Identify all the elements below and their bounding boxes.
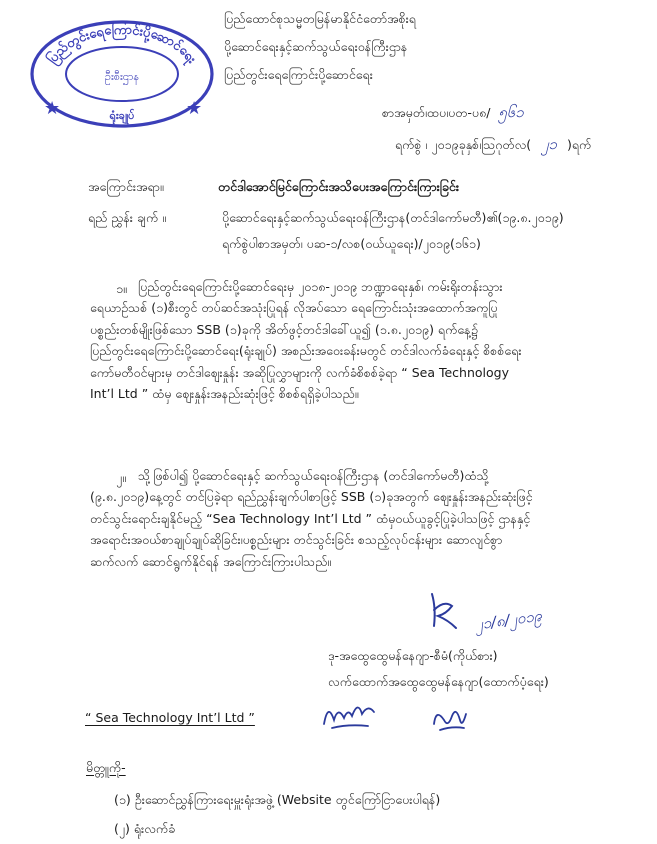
subject-text: တင်ဒါအောင်မြင်ကြောင်းအသိပေးအကြောင်းကြားခြင်း (218, 179, 460, 194)
recipient-name: “ Sea Technology Int’l Ltd ” (85, 710, 255, 725)
header-government: ပြည်ထောင်စုသမ္မတမြန်မာနိုင်ငံတော်အစိုးရ (224, 11, 416, 26)
seal-star-icon: ★ (186, 98, 203, 119)
signature-mark (318, 694, 380, 734)
copy-to-item: (၂) ရုံးလက်ခံ (114, 821, 176, 836)
copy-to-item: (၁) ဦးဆောင်ညွှန်ကြားရေးမှူးရုံးအဖွဲ့ (Website တွင်ကြော်ငြာပေးပါရန်) (114, 792, 441, 807)
paragraph-1-line: Int’l Ltd ” ထံမှ ဈေးနှုန်းအနည်းဆုံးဖြင့် စိစစ်ရရှိခဲ့ပါသည်။ (90, 386, 359, 402)
paragraph-2-number: ၂။ (116, 470, 126, 485)
letter-number-prefix: စာအမှတ်၊ထပ၊ပတ-ပ၈/ (382, 105, 491, 120)
reference-line-1: ပို့ဆောင်ရေးနှင့်ဆက်သွယ်ရေးဝန်ကြီးဌာန(တင်ဒါကော်မတီ)၏(၁၉.၈.၂၀၁၉) (222, 210, 564, 225)
seal-bottom-text: ရုံးချုပ် (109, 109, 135, 122)
reference-line-2: ရက်စွဲပါစာအမှတ်၊ ပဆ-၁/လစ(ဝယ်ယူရေး)/၂၀၁၉(၁၆၁) (222, 236, 481, 251)
copy-to-label: မိတ္တူကို- (86, 760, 126, 775)
letter-number-handwritten: ၅၆၁ (498, 103, 524, 121)
paragraph-1 (90, 276, 650, 404)
signature-mark (428, 702, 470, 734)
handwritten-initial (424, 590, 464, 632)
paragraph-2-line: ဆက်လက် ဆောင်ရွက်နိုင်ရန် အကြောင်းကြားပါသည်။ (90, 553, 332, 569)
paragraph-1-line: ရေယာဉ်သစ် (၁)စီးတွင် တပ်ဆင်အသုံးပြုရန် လိုအပ်သော ရေကြောင်းသုံးအထောက်အကူပြု (90, 300, 498, 316)
letter-number (382, 104, 524, 121)
paragraph-2 (90, 465, 650, 572)
official-seal (28, 18, 216, 128)
paragraph-2-line: သို့ဖြစ်ပါ၍ ပို့ဆောင်ရေးနှင့် ဆက်သွယ်ရေးဝန်ကြီးဌာန (တင်ဒါကော်မတီ)ထံသို့ (138, 468, 489, 483)
letter-date (395, 136, 591, 153)
paragraph-1-line: ပြည်တွင်းရေကြောင်းပို့ဆောင်ရေးမှ ၂၀၁၈-၂၀၁၉ ဘဏ္ဍာရေးနှစ်၊ ကမ်းရိုးတန်းသွား (138, 279, 503, 294)
paragraph-1-line: ပစ္စည်းတစ်မျိုးဖြစ်သော SSB (၁)ခုကို အိတ်ဖွင့်တင်ဒါခေါ်ယူ၍ (၁.၈.၂၀၁၉) ရက်နေ့၌ (90, 321, 479, 337)
paragraph-2-line: အရောင်းအဝယ်စာချုပ်ချုပ်ဆိုခြင်း၊ပစ္စည်းများ တင်သွင်းခြင်း စသည့်လုပ်ငန်းများ ဆောလျင်စွာ (90, 532, 503, 548)
letter-date-suffix: )ရက် (566, 137, 592, 152)
subject-label: အကြောင်းအရာ။ (88, 179, 164, 194)
header-ministry: ပို့ဆောင်ရေးနှင့်ဆက်သွယ်ရေးဝန်ကြီးဌာန (224, 39, 408, 54)
seal-ring-text: ပြည်တွင်းရေကြောင်းပို့ဆောင်ရေး (45, 22, 199, 67)
seal-star-icon: ★ (44, 98, 61, 119)
signature-title-1: ဒု-အထွေထွေမန်နေဂျာ-စီမံ(ကိုယ်စား) (328, 648, 498, 663)
letter-date-prefix: ရက်စွဲ ၊ ၂၀၁၉ခုနှစ်၊ဩဂုတ်လ( (395, 137, 532, 152)
header-department: ပြည်တွင်းရေကြောင်းပို့ဆောင်ရေး (224, 67, 373, 82)
seal-center-text: ဦးစီးဌာန (104, 70, 140, 83)
reference-label: ရည် ညွှန်း ချက် ။ (88, 210, 166, 225)
paragraph-1-number: ၁။ (116, 281, 127, 296)
paragraph-2-line: တင်သွင်းရောင်းချနိုင်မည့် “Sea Technology Int’l Ltd ” ထံမှဝယ်ယူခွင့်ပြုခဲ့ပါသဖြင့် ဌာနနှင့် (90, 510, 531, 526)
paragraph-1-line: ပြည်တွင်းရေကြောင်းပို့ဆောင်ရေး(ရုံးချုပ်) အစည်းအဝေးခန်းမတွင် တင်ဒါလက်ခံရေးနှင့် စိစစ်ရေး (90, 343, 522, 359)
signature-handwritten-date: ၂၁/၈/၂၀၁၉ (474, 606, 544, 634)
letter-date-day: ၂၁ (541, 135, 557, 153)
paragraph-2-line: (၉.၈.၂၀၁၉)နေ့တွင် တင်ပြခဲ့ရာ ရည်ညွှန်းချက်ပါစာဖြင့် SSB (၁)ခုအတွက် ဈေးနှုန်းအနည်းဆုံးဖြင့် (90, 489, 533, 505)
signature-title-2: လက်ထောက်အထွေထွေမန်နေဂျာ(ထောက်ပံ့ရေး) (328, 674, 549, 689)
paragraph-1-line: ကော်မတီဝင်များမှ တင်ဒါဈေးနှုန်း အဆိုပြုလွှာများကို လက်ခံစိစစ်ခဲ့ရာ “ Sea Technology (90, 364, 509, 380)
